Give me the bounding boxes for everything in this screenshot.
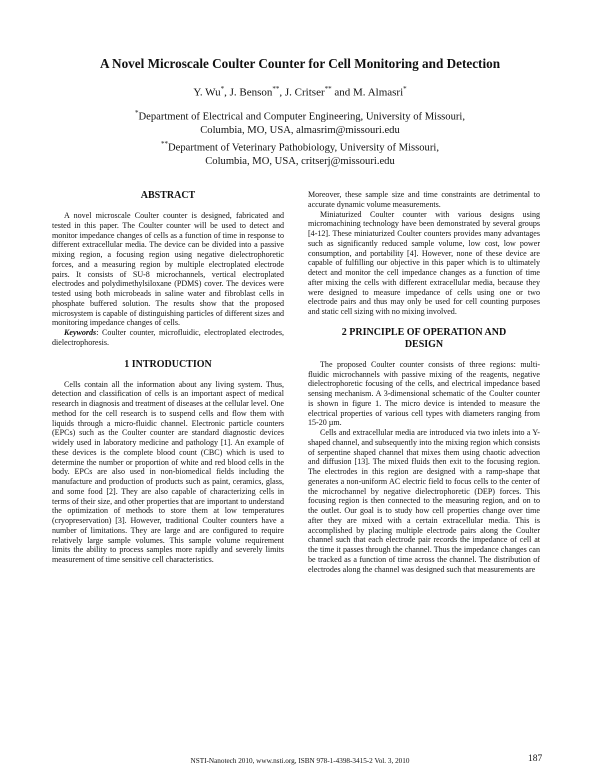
author-mark: * <box>220 85 225 93</box>
affiliations <box>40 107 560 168</box>
author-separator: and <box>331 86 354 99</box>
intro-text: Cells contain all the information about any living system. Thus, detection and classification of cells is an important aspect of medical research in diagnosis and treatment of diseases at the cellular level. One method for the cell research is to suspend cells and flow them with liquids through a micro-fluidic channel. Electronic particle counters (EPCs) such as the Coulter counter are standard diagnostic devices widely used in laboratory medicine and pathology [1]. An example of these devices is the complete blood count (CBC) which is used to determine the number or proportion of white and red blood cells in the body. EPCs are also used in non-biomedical fields including the manufacture and production of products such as paint, ceramics, glass, and some food [2]. They are also capable of characterizing cells in terms of their size, and other properties that are important to understand the optimization of methods to store them at low temperatures (cryopreservation) [3]. However, traditional Coulter counters have a number of limitations. They are large and are configured to require relatively large sample volumes. This sample volume requirement limits the ability to process samples more rapidly and severely limits measurement of time sensitive cell characteristics. <box>52 379 284 564</box>
affiliation-line: Department of Electrical and Computer Engineering, University of Missouri, <box>138 111 466 123</box>
right-column <box>308 190 540 574</box>
affiliation-line: Columbia, MO, USA, critserj@missouri.edu <box>205 155 395 167</box>
paragraph: Cells and extracellular media are introduced via two inlets into a Y-shaped channel, and subsequently into the mixing region which consists of serpentine shaped channel that mixes them using chaotic advection and diffusion [13]. The mixed fluids then exit to the focusing region. The electrodes in this region are designed with a ramp-shape that generates a non-uniform AC electric field to focus cells to the center of the microchannel by negative dielectrophoretic (DEP) forces. This focusing region is then connected to the measuring region, and on to the outlet. Our goal is to study how cell properties change over time after they are mixed with a certain extracellular media. This is accomplished by placing multiple electrode pairs along the Coulter channel such that each electrode pair records the impedance of cell at the time it passes through the channel. Thus the impedance changes can be tracked as a function of time across the channel. The distribution of electrodes along the channel was designed such that measurements are <box>308 428 540 574</box>
paragraph: Miniaturized Coulter counter with various designs using micromachining technology have been demonstrated by several groups [4-12]. These miniaturized Coulter counters provides many advantages such as significantly reduced sample volume, low cost, low power consumption, and portability [4]. However, none of these device are capable of fulfilling our objective in this paper which is to ultimately detect and monitor the cell impedance changes as a function of time after mixing the cells with different extracellular media, because they were designed to measure impedance of cells using one or two electrode pairs and thus may only be used for cell counting purposes and static cell sizing with no mixing involved. <box>308 209 540 316</box>
intro-heading: 1 INTRODUCTION <box>124 358 212 370</box>
keywords-label: Keywords <box>64 328 97 337</box>
author-name: J. Benson <box>229 86 273 99</box>
author-name: J. Critser <box>284 86 325 99</box>
abstract-text: A novel microscale Coulter counter is designed, fabricated and tested in this paper. The Coulter counter will be used to detect and monitor impedance changes of cells as a function of time in response to different extracellular media. The device can be divided into a passive mixing region, a focusing region using negative dielectrophoretic forces, and a measuring region by multiple electroplated electrode pairs. It consists of SU-8 microchannels, vertical electroplated electrodes and polydimethylsiloxane (PDMS) cover. The devices were tested using both microbeads in saline water and fibroblast cells in phosphate buffered solution. The results show that the proposed microsystem is capable of distinguishing particles of different sizes and monitoring impedance changes of cells. <box>52 211 284 328</box>
author-name: Y. Wu <box>193 86 221 99</box>
keywords-text: : Coulter counter, microfluidic, electroplated electrodes, dielectrophoresis. <box>52 328 284 347</box>
keywords <box>52 328 284 348</box>
author-mark: * <box>403 85 407 93</box>
author-name: M. Almasri <box>353 86 404 99</box>
affiliation-mark: ** <box>161 139 168 148</box>
left-column <box>52 188 284 565</box>
author-separator: , <box>224 86 230 99</box>
page-number: 187 <box>528 754 543 764</box>
author-mark: ** <box>272 85 280 93</box>
paragraph: The proposed Coulter counter consists of three regions: multi-fluidic microchannels with passive mixing of the reagents, negative dielectrophoretic focusing of the cells, and electrical impedance based sensing mechanism. A 3-dimensional schematic of the Coulter counter is shown in figure 1. The micro device is intended to measure the electrical properties of various cell types with diameters ranging from 15-20 µm. <box>308 359 540 428</box>
paragraph: Moreover, these sample size and time constraints are detrimental to accurate dynamic volume measurements. <box>308 190 540 209</box>
heading-line: DESIGN <box>404 338 444 350</box>
section-2-heading <box>308 327 540 351</box>
affiliation-mark: * <box>134 109 139 117</box>
paper-title: A Novel Microscale Coulter Counter for Cell Monitoring and Detection <box>99 56 501 71</box>
affiliation-line: Columbia, MO, USA, almasrim@missouri.edu <box>200 125 400 137</box>
author-mark: ** <box>324 85 332 93</box>
author-list <box>40 82 560 100</box>
author-separator: , <box>279 86 285 99</box>
affiliation-2 <box>40 138 560 155</box>
heading-line: 2 PRINCIPLE OF OPERATION AND <box>341 326 507 338</box>
affiliation-line: Department of Veterinary Pathobiology, University of Missouri, <box>168 142 439 154</box>
abstract-heading: ABSTRACT <box>140 190 196 201</box>
footer-citation: NSTI-Nanotech 2010, www.nsti.org, ISBN 978-1-4398-3415-2 Vol. 3, 2010 <box>190 757 410 765</box>
affiliation-1 <box>40 107 560 124</box>
